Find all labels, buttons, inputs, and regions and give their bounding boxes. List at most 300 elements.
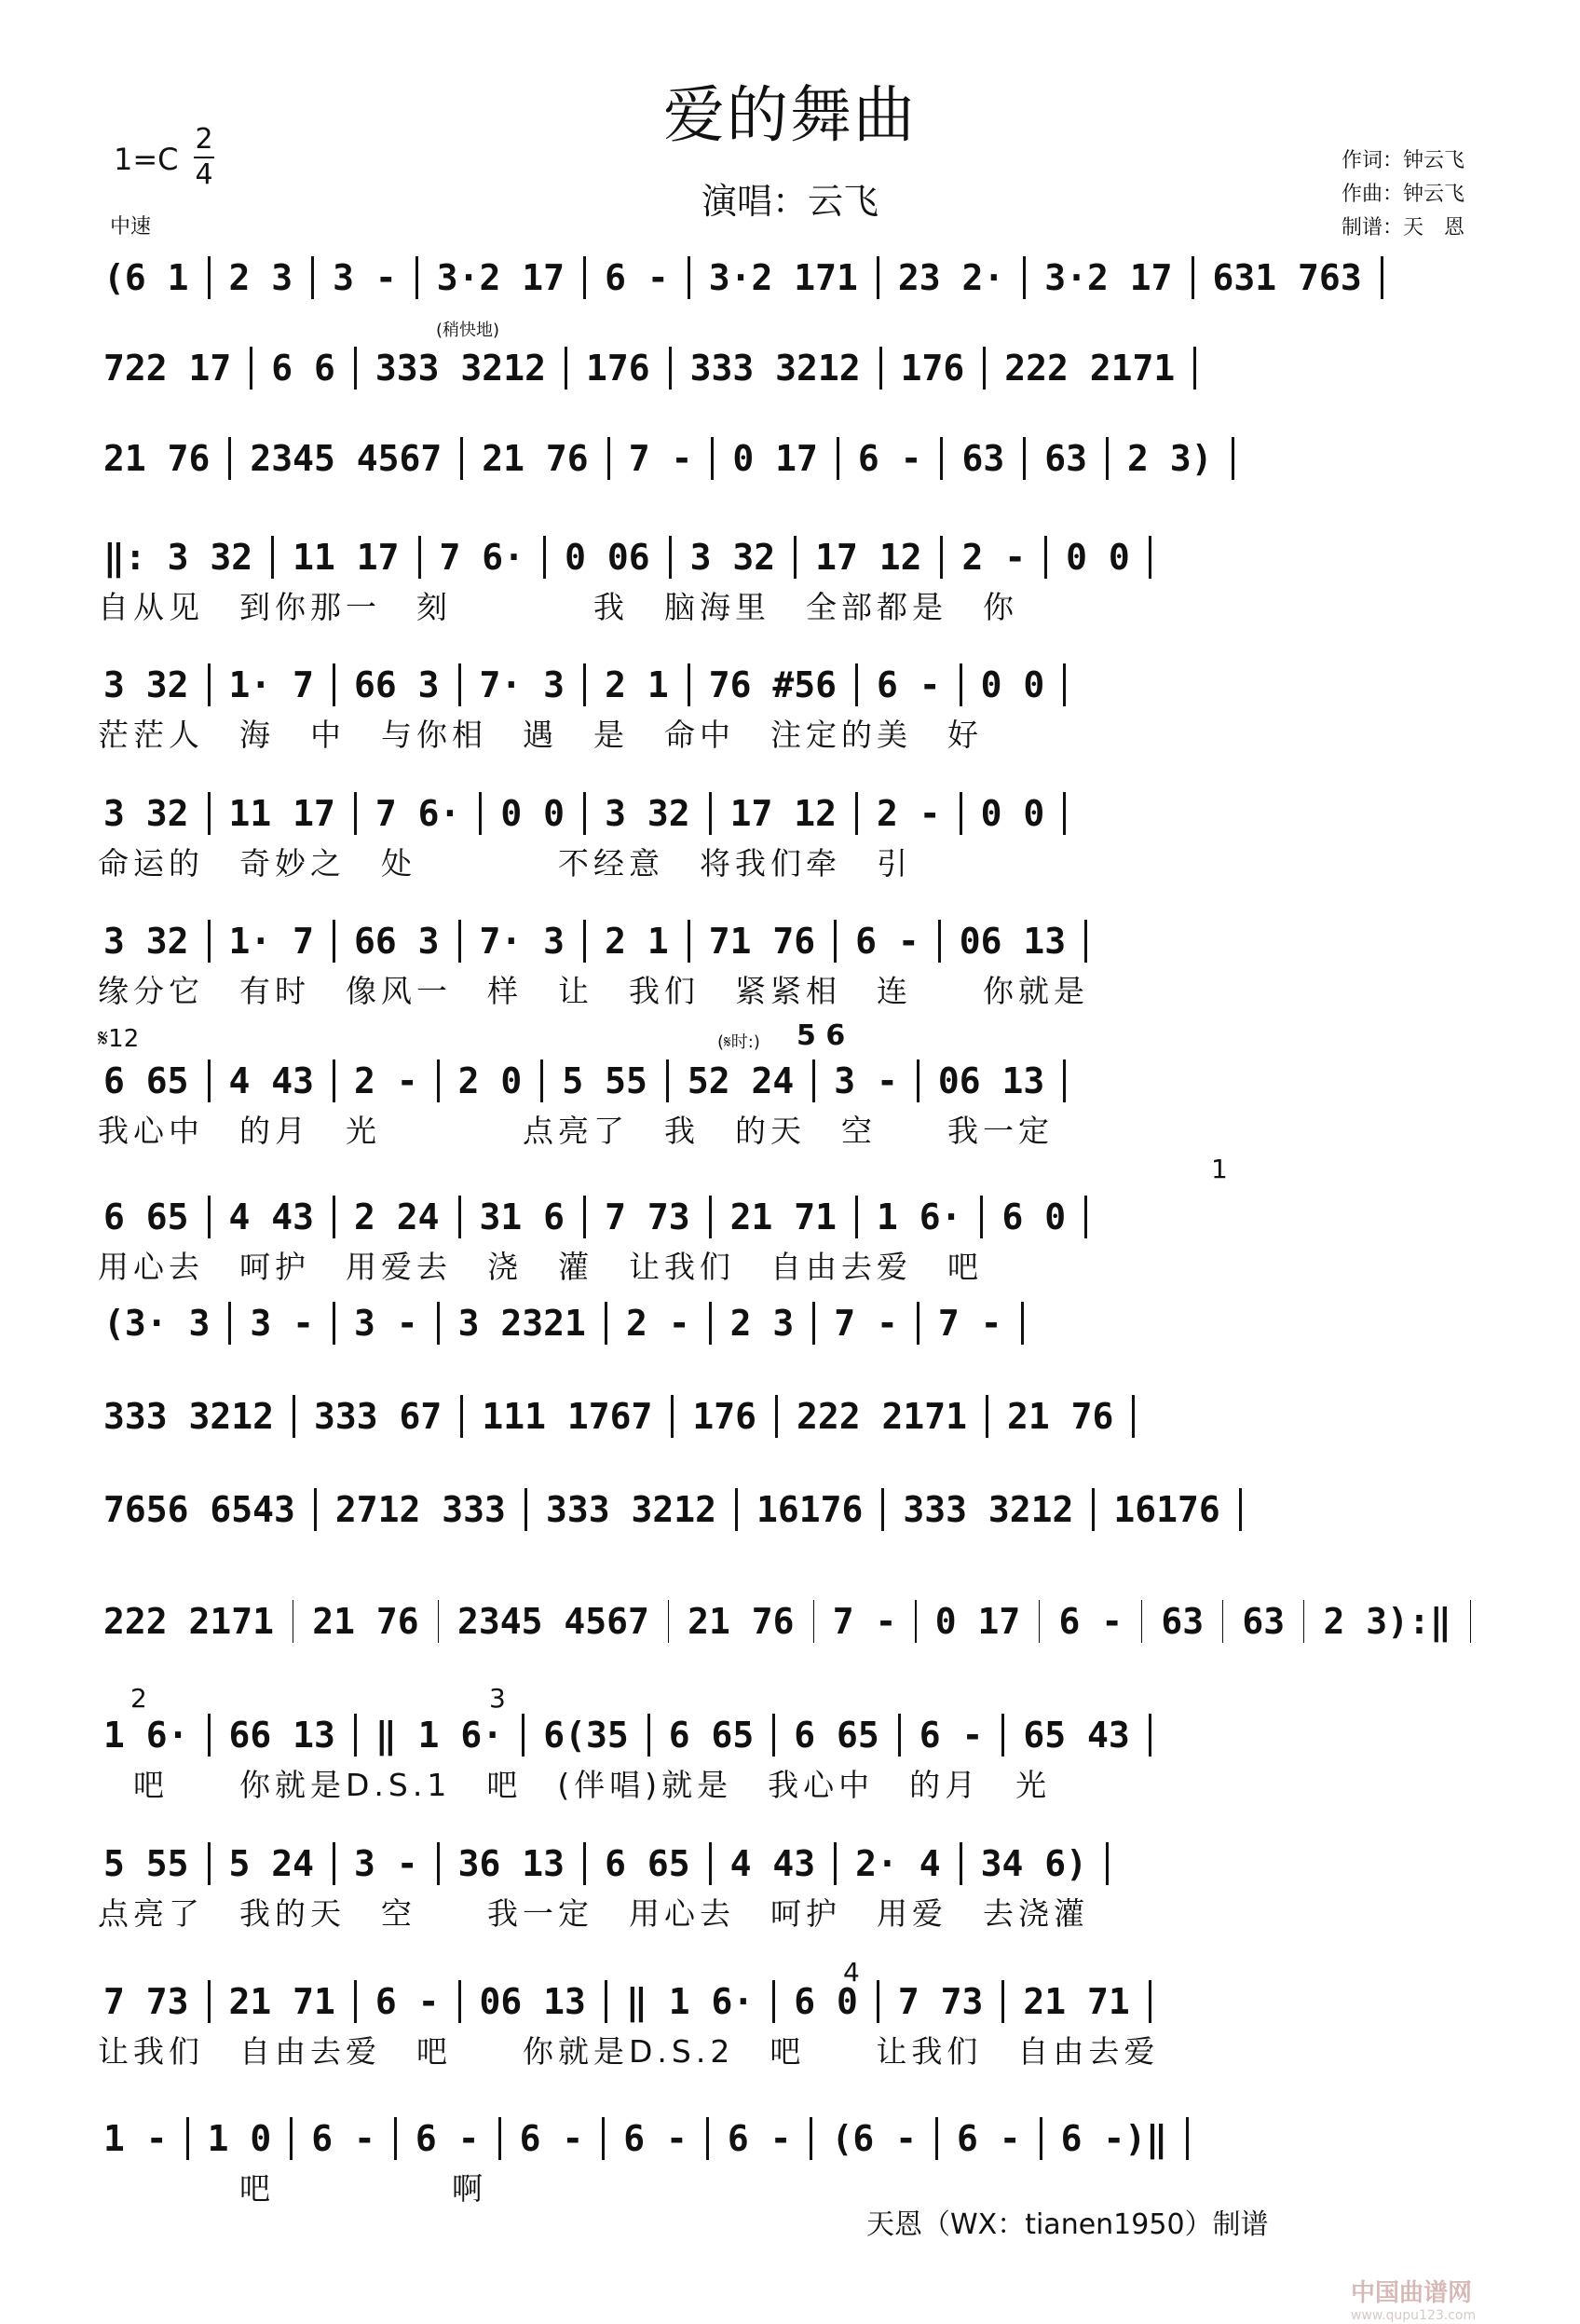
lyric-line: 缘分它 有时 像风一 样 让 我们 紧紧相 连 你就是 bbox=[98, 973, 1089, 1009]
measure: 2345 4567 bbox=[250, 438, 443, 479]
measure: 21 71 bbox=[1023, 1981, 1130, 2022]
barline bbox=[458, 1980, 461, 2023]
mark-segno: 𝄋12 bbox=[98, 1025, 140, 1053]
measure: ‖ 1 6· bbox=[625, 1981, 755, 2022]
note-line bbox=[98, 786, 1475, 841]
barline bbox=[583, 920, 586, 963]
barline bbox=[1084, 1196, 1087, 1238]
barline bbox=[228, 1302, 231, 1345]
barline bbox=[1063, 1059, 1066, 1102]
measure: 6 - bbox=[519, 2118, 584, 2159]
lyric-line: 用心去 呵护 用爱去 浇 灌 让我们 自由去爱 吧 bbox=[98, 1249, 983, 1285]
barline bbox=[986, 1395, 988, 1438]
time-sig-numerator: 2 bbox=[195, 123, 213, 156]
measure: 2 24 bbox=[354, 1196, 440, 1237]
measure: 176 bbox=[692, 1396, 756, 1437]
barline bbox=[437, 1302, 440, 1345]
barline bbox=[460, 437, 463, 480]
measure: 11 17 bbox=[228, 793, 335, 834]
measure: 17 12 bbox=[729, 793, 837, 834]
song-title: 爱的舞曲 bbox=[663, 79, 917, 151]
barline bbox=[938, 920, 941, 963]
barline bbox=[666, 1059, 669, 1102]
barline bbox=[293, 1395, 295, 1438]
measure: 0 0 bbox=[980, 793, 1045, 834]
measure: ‖ 1 6· bbox=[375, 1715, 504, 1756]
barline bbox=[498, 2117, 501, 2160]
barline bbox=[437, 1842, 440, 1885]
barline bbox=[290, 2117, 293, 2160]
barline bbox=[688, 256, 690, 299]
measure: 7 - bbox=[832, 1601, 897, 1642]
measure: 76 #56 bbox=[708, 664, 837, 705]
watermark-url: www.qupu123.com bbox=[1351, 2308, 1477, 2323]
barline bbox=[437, 1059, 440, 1102]
measure: 3 32 bbox=[689, 537, 776, 578]
measure: 16176 bbox=[756, 1489, 864, 1530]
barline bbox=[354, 792, 357, 835]
note-line bbox=[98, 1482, 1475, 1538]
measure: 63 bbox=[961, 438, 1005, 479]
barline bbox=[208, 663, 211, 706]
note-line bbox=[98, 1388, 1475, 1444]
measure: 6 65 bbox=[794, 1715, 879, 1756]
barline bbox=[877, 256, 879, 299]
barline bbox=[1141, 1600, 1142, 1643]
barline bbox=[458, 663, 461, 706]
measure: 7 6· bbox=[439, 537, 525, 578]
barline bbox=[940, 536, 943, 579]
measure: 722 17 bbox=[103, 348, 232, 389]
barline bbox=[898, 1714, 901, 1757]
barline bbox=[418, 536, 421, 579]
barline bbox=[1001, 1980, 1004, 2023]
barline bbox=[1239, 1488, 1242, 1531]
measure: 333 67 bbox=[314, 1396, 443, 1437]
transcriber: 制谱：天 恩 bbox=[1341, 216, 1464, 239]
barline bbox=[1222, 1600, 1223, 1643]
barline bbox=[1084, 920, 1087, 963]
barline bbox=[543, 536, 546, 579]
measure: 6 - bbox=[855, 921, 919, 962]
lyric-line: 我心中 的月 光 点亮了 我 的天 空 我一定 bbox=[98, 1113, 1054, 1149]
barline bbox=[855, 792, 858, 835]
measure: (3· 3 bbox=[103, 1303, 211, 1344]
barline bbox=[583, 256, 586, 299]
measure: 6 0 bbox=[1001, 1196, 1067, 1237]
key-signature: 1=C bbox=[114, 142, 179, 177]
note-line bbox=[98, 1707, 1475, 1763]
measure: 66 13 bbox=[228, 1715, 335, 1756]
barline bbox=[917, 1302, 919, 1345]
barline bbox=[834, 1842, 837, 1885]
time-sig-denominator: 4 bbox=[195, 158, 213, 191]
measure: 21 76 bbox=[482, 438, 589, 479]
measure: 3 32 bbox=[103, 664, 189, 705]
barline bbox=[1092, 1488, 1095, 1531]
measure: 7 - bbox=[628, 438, 693, 479]
barline bbox=[960, 663, 962, 706]
measure: 6 - bbox=[415, 2118, 480, 2159]
measure: 6 - bbox=[857, 438, 922, 479]
measure: 2 3 bbox=[729, 1303, 795, 1344]
barline bbox=[1303, 1600, 1304, 1643]
measure: 333 3212 bbox=[103, 1396, 275, 1437]
barline bbox=[772, 1980, 775, 2023]
measure: 2 1 bbox=[605, 664, 669, 705]
barline bbox=[915, 1600, 916, 1643]
barline bbox=[333, 1059, 335, 1102]
barline bbox=[810, 2117, 812, 2160]
barline bbox=[583, 1196, 586, 1238]
lyricist: 作词：钟云飞 bbox=[1341, 149, 1464, 172]
measure: 6 - bbox=[957, 2118, 1021, 2159]
measure: 7 73 bbox=[605, 1196, 690, 1237]
measure: 3 - bbox=[834, 1060, 898, 1101]
note-line bbox=[98, 529, 1475, 585]
barline bbox=[837, 437, 839, 480]
note-line bbox=[98, 1189, 1475, 1245]
measure: 6 65 bbox=[668, 1715, 755, 1756]
measure: 2 - bbox=[876, 793, 941, 834]
measure: 3 - bbox=[354, 1303, 418, 1344]
barline bbox=[980, 1196, 983, 1238]
barline bbox=[208, 1059, 211, 1102]
measure: 3·2 17 bbox=[1044, 257, 1173, 298]
note-line bbox=[98, 2111, 1475, 2167]
barline bbox=[709, 1842, 712, 1885]
barline bbox=[834, 920, 837, 963]
barline bbox=[772, 1714, 775, 1757]
barline bbox=[877, 1980, 879, 2023]
note-line bbox=[98, 1593, 1475, 1649]
tempo-marking: 中速 bbox=[110, 215, 152, 239]
barline bbox=[669, 536, 672, 579]
note-line bbox=[98, 913, 1475, 969]
barline bbox=[208, 920, 211, 963]
time-signature bbox=[194, 123, 214, 192]
measure: 06 13 bbox=[959, 921, 1067, 962]
barline bbox=[1040, 2117, 1042, 2160]
singer-line: 演唱：云飞 bbox=[701, 181, 879, 222]
composer: 作曲：钟云飞 bbox=[1341, 183, 1464, 206]
barline bbox=[812, 1302, 815, 1345]
measure: 23 2· bbox=[897, 257, 1005, 298]
footer-credit: 天恩（WX：tianen1950）制谱 bbox=[866, 2208, 1269, 2241]
measure: 65 43 bbox=[1023, 1715, 1130, 1756]
barline bbox=[917, 1059, 919, 1102]
barline bbox=[1193, 347, 1196, 390]
measure: 06 13 bbox=[479, 1981, 586, 2022]
measure: 5 24 bbox=[228, 1843, 315, 1884]
measure: 631 763 bbox=[1212, 257, 1362, 298]
measure: 7656 6543 bbox=[103, 1489, 295, 1530]
measure: 176 bbox=[585, 348, 650, 389]
barline bbox=[311, 256, 314, 299]
measure: 2 0 bbox=[457, 1060, 523, 1101]
measure: 0 0 bbox=[980, 664, 1045, 705]
measure: 6 6 bbox=[271, 348, 335, 389]
barline bbox=[208, 1196, 211, 1238]
barline bbox=[881, 1488, 884, 1531]
lyric-line: 吧 你就是D.S.1 吧 (伴唱)就是 我心中 的月 光 bbox=[98, 1767, 1052, 1803]
barline bbox=[208, 256, 211, 299]
barline bbox=[709, 1302, 712, 1345]
barline bbox=[460, 1395, 463, 1438]
barline bbox=[354, 1980, 357, 2023]
barline bbox=[1186, 2117, 1189, 2160]
measure: 7 73 bbox=[897, 1981, 984, 2022]
barline bbox=[208, 1714, 211, 1757]
barline bbox=[208, 792, 211, 835]
measure: 6 - bbox=[311, 2118, 375, 2159]
barline bbox=[354, 1714, 357, 1757]
barline bbox=[1063, 792, 1066, 835]
measure: 5 55 bbox=[103, 1843, 189, 1884]
measure: 21 76 bbox=[312, 1601, 419, 1642]
barline bbox=[688, 663, 690, 706]
measure: 333 3212 bbox=[375, 348, 546, 389]
barline bbox=[647, 1714, 650, 1757]
barline bbox=[775, 1395, 778, 1438]
measure: 2 - bbox=[625, 1303, 690, 1344]
barline bbox=[709, 1196, 712, 1238]
measure: 3 2321 bbox=[457, 1303, 586, 1344]
measure: 2 3 bbox=[228, 257, 293, 298]
barline bbox=[735, 1488, 738, 1531]
barline bbox=[415, 256, 418, 299]
barline bbox=[671, 1395, 674, 1438]
note-line bbox=[98, 1836, 1475, 1892]
measure: 6 65 bbox=[103, 1196, 189, 1237]
measure: 6 0 bbox=[794, 1981, 858, 2022]
measure: 0 17 bbox=[732, 438, 818, 479]
barline bbox=[602, 2117, 605, 2160]
measure: 16176 bbox=[1113, 1489, 1220, 1530]
note-line bbox=[98, 657, 1475, 713]
volta-1-label: 1 bbox=[1211, 1154, 1228, 1184]
measure: 63 bbox=[1044, 438, 1088, 479]
mark-segno-notes: 5 6 bbox=[797, 1019, 846, 1052]
measure: 222 2171 bbox=[1004, 348, 1176, 389]
measure: (6 - bbox=[831, 2118, 917, 2159]
barline bbox=[524, 1488, 527, 1531]
barline bbox=[208, 1980, 211, 2023]
barline bbox=[940, 437, 943, 480]
measure: (6 1 bbox=[103, 257, 189, 298]
lyric-line: 自从见 到你那一 刻 我 脑海里 全部都是 你 bbox=[98, 589, 1018, 625]
measure: 222 2171 bbox=[796, 1396, 968, 1437]
measure: 6 - bbox=[1058, 1601, 1124, 1642]
lyric-line: 让我们 自由去爱 吧 你就是D.S.2 吧 让我们 自由去爱 bbox=[98, 2033, 1160, 2070]
measure: 21 76 bbox=[103, 438, 211, 479]
note-line bbox=[98, 431, 1475, 486]
measure: 2 1 bbox=[605, 921, 669, 962]
barline bbox=[1232, 437, 1234, 480]
barline bbox=[669, 347, 672, 390]
barline bbox=[935, 2117, 938, 2160]
measure: 3 - bbox=[354, 1843, 418, 1884]
barline bbox=[333, 1302, 335, 1345]
barline bbox=[1132, 1395, 1135, 1438]
note-line bbox=[98, 1974, 1475, 2030]
measure: 4 43 bbox=[729, 1843, 816, 1884]
measure: 333 3212 bbox=[689, 348, 861, 389]
barline bbox=[1149, 1980, 1151, 2023]
measure: 7 - bbox=[937, 1303, 1002, 1344]
watermark-name: 中国曲谱网 bbox=[1351, 2279, 1473, 2307]
measure: 1· 7 bbox=[228, 921, 315, 962]
barline bbox=[1023, 256, 1026, 299]
measure: 31 6 bbox=[479, 1196, 565, 1237]
barline bbox=[333, 1842, 335, 1885]
barline bbox=[394, 2117, 397, 2160]
note-line bbox=[98, 340, 1475, 396]
barline bbox=[1023, 437, 1026, 480]
measure: 333 3212 bbox=[903, 1489, 1074, 1530]
measure: 2 - bbox=[961, 537, 1027, 578]
measure: 1 0 bbox=[207, 2118, 272, 2159]
barline bbox=[438, 1600, 439, 1643]
measure: 21 76 bbox=[1007, 1396, 1114, 1437]
barline bbox=[1063, 663, 1066, 706]
measure: 21 71 bbox=[228, 1981, 335, 2022]
lyric-line: 茫茫人 海 中 与你相 遇 是 命中 注定的美 好 bbox=[98, 717, 983, 753]
barline bbox=[605, 1980, 607, 2023]
measure: 63 bbox=[1242, 1601, 1286, 1642]
lyric-line: 吧 啊 bbox=[98, 2170, 487, 2207]
measure: 4 43 bbox=[228, 1196, 315, 1237]
measure: 3·2 171 bbox=[708, 257, 858, 298]
barline bbox=[186, 2117, 189, 2160]
barline bbox=[271, 536, 274, 579]
measure: 5 55 bbox=[562, 1060, 647, 1101]
barline bbox=[1001, 1714, 1004, 1757]
measure: 2 3):‖ bbox=[1323, 1601, 1451, 1642]
measure: 34 6) bbox=[980, 1843, 1087, 1884]
measure: 17 12 bbox=[815, 537, 922, 578]
barline bbox=[458, 1196, 461, 1238]
measure: 7· 3 bbox=[479, 921, 565, 962]
site-watermark bbox=[1351, 2274, 1476, 2323]
barline bbox=[208, 1842, 211, 1885]
barline bbox=[565, 347, 567, 390]
barline bbox=[1106, 437, 1109, 480]
measure: 0 0 bbox=[500, 793, 565, 834]
volta-2-label: 2 bbox=[130, 1683, 147, 1714]
barline bbox=[794, 536, 797, 579]
measure: 6 - bbox=[605, 257, 669, 298]
barline bbox=[479, 792, 482, 835]
lyric-line: 点亮了 我的天 空 我一定 用心去 呵护 用爱 去浇灌 bbox=[98, 1895, 1089, 1932]
measure: 7 73 bbox=[103, 1981, 189, 2022]
measure: 21 71 bbox=[729, 1196, 837, 1237]
barline bbox=[354, 347, 357, 390]
measure: 6 - bbox=[375, 1981, 440, 2022]
barline bbox=[668, 1600, 669, 1643]
barline bbox=[583, 792, 586, 835]
barline bbox=[711, 437, 714, 480]
measure: 71 76 bbox=[708, 921, 816, 962]
barline bbox=[960, 792, 962, 835]
barline bbox=[709, 792, 712, 835]
barline bbox=[583, 1842, 586, 1885]
barline bbox=[607, 437, 610, 480]
measure: 6 65 bbox=[605, 1843, 690, 1884]
barline bbox=[688, 920, 690, 963]
barline bbox=[1149, 536, 1151, 579]
barline bbox=[706, 2117, 709, 2160]
barline bbox=[855, 1196, 858, 1238]
barline bbox=[813, 1600, 814, 1643]
volta-3-label: 3 bbox=[489, 1683, 506, 1714]
barline bbox=[333, 920, 335, 963]
measure: 3 - bbox=[333, 257, 397, 298]
measure: 36 13 bbox=[457, 1843, 565, 1884]
barline bbox=[228, 437, 231, 480]
measure: 2 3) bbox=[1127, 438, 1213, 479]
note-line bbox=[98, 250, 1475, 306]
measure: 3 32 bbox=[103, 793, 189, 834]
measure: 6 - bbox=[727, 2118, 792, 2159]
barline bbox=[314, 1488, 317, 1531]
barline bbox=[960, 1842, 962, 1885]
barline bbox=[540, 1059, 543, 1102]
barline bbox=[1021, 1302, 1024, 1345]
note-line bbox=[98, 1053, 1475, 1109]
measure: 3 32 bbox=[605, 793, 690, 834]
measure: 0 17 bbox=[934, 1601, 1021, 1642]
measure: 3·2 17 bbox=[436, 257, 565, 298]
measure: 11 17 bbox=[293, 537, 400, 578]
measure: 1· 7 bbox=[228, 664, 315, 705]
measure: 6 - bbox=[623, 2118, 688, 2159]
barline bbox=[1149, 1714, 1151, 1757]
barline bbox=[250, 347, 252, 390]
measure: 0 0 bbox=[1066, 537, 1130, 578]
barline bbox=[879, 347, 882, 390]
measure: 63 bbox=[1161, 1601, 1205, 1642]
measure: 2 - bbox=[354, 1060, 418, 1101]
measure: 4 43 bbox=[228, 1060, 315, 1101]
barline bbox=[333, 1196, 335, 1238]
barline bbox=[1381, 256, 1383, 299]
measure: 2· 4 bbox=[855, 1843, 941, 1884]
measure: ‖: 3 32 bbox=[103, 537, 253, 578]
measure: 6(35 bbox=[543, 1715, 629, 1756]
barline bbox=[458, 920, 461, 963]
measure: 333 3212 bbox=[545, 1489, 716, 1530]
volta-4-label: 4 bbox=[843, 1957, 860, 1988]
measure: 111 1767 bbox=[482, 1396, 653, 1437]
barline bbox=[1192, 256, 1194, 299]
measure: 222 2171 bbox=[103, 1601, 275, 1642]
barline bbox=[812, 1059, 815, 1102]
measure: 6 65 bbox=[103, 1060, 189, 1101]
measure: 66 3 bbox=[354, 664, 440, 705]
barline bbox=[333, 663, 335, 706]
mark-segno-time: (𝄋时:) bbox=[717, 1032, 760, 1052]
measure: 1 6· bbox=[103, 1715, 189, 1756]
barline bbox=[1470, 1600, 1471, 1643]
measure: 66 3 bbox=[354, 921, 440, 962]
measure: 3 32 bbox=[103, 921, 189, 962]
mark-slower: (稍快地) bbox=[436, 321, 500, 340]
measure: 6 - bbox=[919, 1715, 984, 1756]
measure: 06 13 bbox=[937, 1060, 1045, 1101]
barline bbox=[983, 347, 986, 390]
measure: 21 76 bbox=[688, 1601, 795, 1642]
